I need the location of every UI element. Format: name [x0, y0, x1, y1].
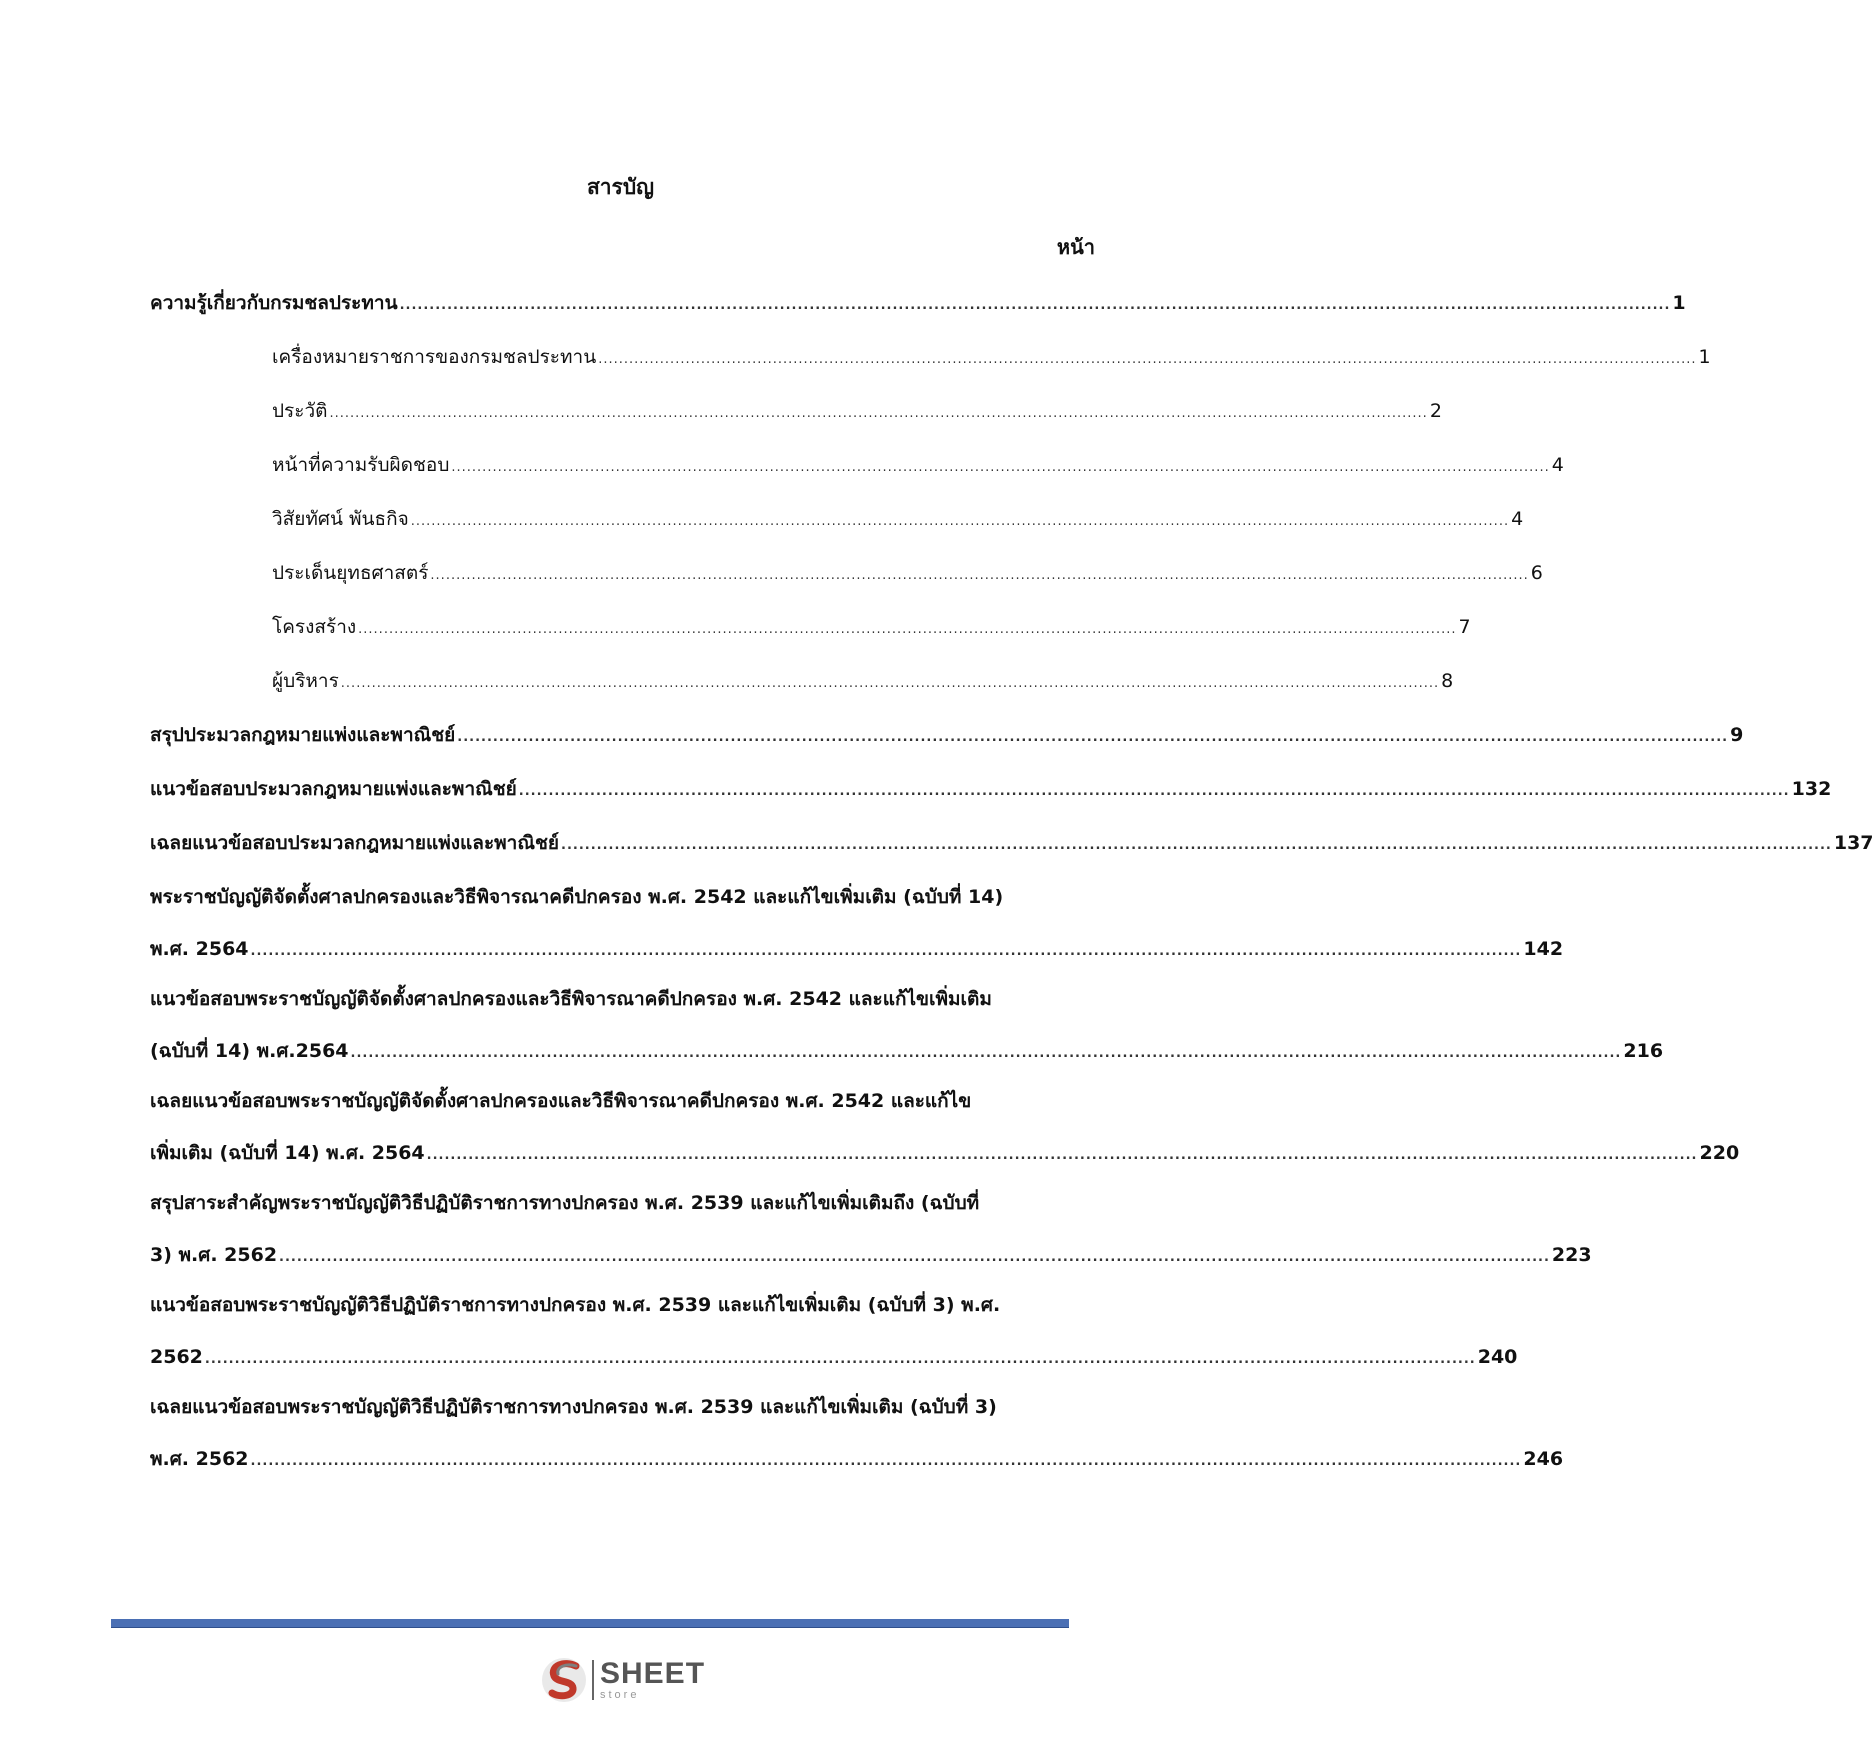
toc-entry-text-cont: 2562: [150, 1346, 203, 1368]
toc-entry-text: สรุปประมวลกฎหมายแพ่งและพาณิชย์: [150, 724, 456, 746]
toc-entry-main[interactable]: [150, 774, 1832, 804]
toc-page-number: 216: [1623, 1040, 1664, 1062]
logo-name: SHEET: [600, 1657, 706, 1690]
leader-dots: ......................................................................................................................................................................................................................: [204, 1352, 1476, 1367]
footer-logo: [540, 1652, 720, 1708]
leader-dots: ......................................................................................................................................................................................................................: [561, 838, 1832, 853]
toc-entry-text: เฉลยแนวข้อสอบพระราชบัญญัติวิธีปฏิบัติราชการทางปกครอง พ.ศ. 2539 และแก้ไขเพิ่มเติม (ฉบับที่ 3): [150, 1396, 997, 1418]
toc-page-number: 7: [1458, 616, 1471, 638]
leader-dots: ......................................................................................................................................................................................................................: [358, 622, 1457, 637]
toc-page-number: 240: [1477, 1346, 1518, 1368]
toc-entry-text: แนวข้อสอบประมวลกฎหมายแพ่งและพาณิชย์: [150, 778, 517, 800]
toc-entry-text: พระราชบัญญัติจัดตั้งศาลปกครองและวิธีพิจารณาคดีปกครอง พ.ศ. 2542 และแก้ไขเพิ่มเติม (ฉบับที่ 14): [150, 886, 1004, 908]
toc-entry-main[interactable]: [150, 1086, 1740, 1168]
toc-page-number: 132: [1791, 778, 1832, 800]
leader-dots: ......................................................................................................................................................................................................................: [410, 514, 1510, 529]
leader-dots: ......................................................................................................................................................................................................................: [518, 784, 1790, 799]
logo-wordmark: [600, 1659, 705, 1701]
toc-entry-main[interactable]: [150, 720, 1744, 750]
toc-entry-text: ความรู้เกี่ยวกับกรมชลประทาน: [150, 292, 398, 314]
toc-entry-text: เฉลยแนวข้อสอบพระราชบัญญัติจัดตั้งศาลปกครองและวิธีพิจารณาคดีปกครอง พ.ศ. 2542 และแก้ไข: [150, 1090, 972, 1112]
toc-entry-main[interactable]: [150, 1290, 1518, 1372]
leader-dots: ......................................................................................................................................................................................................................: [350, 1046, 1622, 1061]
leader-dots: ......................................................................................................................................................................................................................: [279, 1250, 1550, 1265]
leader-dots: ......................................................................................................................................................................................................................: [250, 944, 1522, 959]
toc-entry-text-cont: 3) พ.ศ. 2562: [150, 1244, 278, 1266]
leader-dots: ......................................................................................................................................................................................................................: [399, 298, 1671, 313]
sheet-store-s-logo-icon: [540, 1654, 588, 1706]
toc-page-number: 223: [1551, 1244, 1592, 1266]
toc-entry-text: ประเด็นยุทธศาสตร์: [272, 562, 429, 584]
toc-entry-main[interactable]: [150, 288, 1686, 318]
toc-entry-sub[interactable]: [272, 558, 1543, 588]
footer-rule: [111, 1619, 1069, 1628]
toc-page-number: 4: [1551, 454, 1564, 476]
toc-page-number: 6: [1530, 562, 1543, 584]
toc-entry-text-cont: (ฉบับที่ 14) พ.ศ.2564: [150, 1040, 349, 1062]
toc-entry-main[interactable]: [150, 882, 1564, 964]
toc-entry-text: หน้าที่ความรับผิดชอบ: [272, 454, 450, 476]
toc-entry-text: แนวข้อสอบพระราชบัญญัติจัดตั้งศาลปกครองและวิธีพิจารณาคดีปกครอง พ.ศ. 2542 และแก้ไขเพิ่มเติม: [150, 988, 992, 1010]
toc-page-number: 246: [1523, 1448, 1564, 1470]
leader-dots: ......................................................................................................................................................................................................................: [426, 1148, 1698, 1163]
leader-dots: ......................................................................................................................................................................................................................: [329, 406, 1428, 421]
toc-entry-text-cont: พ.ศ. 2562: [150, 1448, 249, 1470]
toc-entry-text: ผู้บริหาร: [272, 670, 339, 692]
toc-page-number: 8: [1441, 670, 1454, 692]
page-title: สารบัญ: [586, 175, 655, 199]
toc-entry-sub[interactable]: [272, 342, 1711, 372]
toc-entry-main[interactable]: [150, 984, 1664, 1066]
leader-dots: ......................................................................................................................................................................................................................: [430, 568, 1529, 583]
leader-dots: ......................................................................................................................................................................................................................: [598, 352, 1697, 367]
logo-subtitle: store: [600, 1689, 640, 1701]
toc-page-number: 9: [1730, 724, 1744, 746]
toc-entry-main[interactable]: [150, 828, 1874, 858]
toc-entry-sub[interactable]: [272, 396, 1442, 426]
toc-page-number: 220: [1699, 1142, 1740, 1164]
toc-entry-text-cont: พ.ศ. 2564: [150, 938, 249, 960]
toc-entry-text: วิสัยทัศน์ พันธกิจ: [272, 508, 409, 530]
toc-entry-sub[interactable]: [272, 666, 1454, 696]
toc-entry-text: ประวัติ: [272, 400, 328, 422]
toc-page-number: 1: [1672, 292, 1686, 314]
page-column-label: หน้า: [1056, 235, 1095, 259]
toc-entry-sub[interactable]: [272, 612, 1471, 642]
logo-divider: [592, 1660, 594, 1700]
toc-page-number: 137: [1833, 832, 1874, 854]
leader-dots: ......................................................................................................................................................................................................................: [457, 730, 1729, 745]
leader-dots: ......................................................................................................................................................................................................................: [250, 1454, 1522, 1469]
toc-entry-text: สรุปสาระสำคัญพระราชบัญญัติวิธีปฏิบัติราชการทางปกครอง พ.ศ. 2539 และแก้ไขเพิ่มเติมถึง (ฉบับที่: [150, 1192, 980, 1214]
toc-page-number: 4: [1511, 508, 1524, 530]
toc-page-number: 2: [1429, 400, 1442, 422]
toc-entry-sub[interactable]: [272, 450, 1564, 480]
toc-entry-text: แนวข้อสอบพระราชบัญญัติวิธีปฏิบัติราชการทางปกครอง พ.ศ. 2539 และแก้ไขเพิ่มเติม (ฉบับที่ 3) พ.ศ.: [150, 1294, 1001, 1316]
leader-dots: ......................................................................................................................................................................................................................: [451, 460, 1550, 475]
toc-page-number: 1: [1698, 346, 1711, 368]
toc-entry-main[interactable]: [150, 1188, 1592, 1270]
toc-entry-main[interactable]: [150, 1392, 1564, 1474]
toc-page-number: 142: [1523, 938, 1564, 960]
toc-entry-text-cont: เพิ่มเติม (ฉบับที่ 14) พ.ศ. 2564: [150, 1142, 425, 1164]
toc-entry-text: โครงสร้าง: [272, 616, 357, 638]
toc-entry-text: เฉลยแนวข้อสอบประมวลกฎหมายแพ่งและพาณิชย์: [150, 832, 559, 854]
toc-entry-text: เครื่องหมายราชการของกรมชลประทาน: [272, 346, 597, 368]
leader-dots: ......................................................................................................................................................................................................................: [340, 676, 1440, 691]
toc-entry-sub[interactable]: [272, 504, 1524, 534]
